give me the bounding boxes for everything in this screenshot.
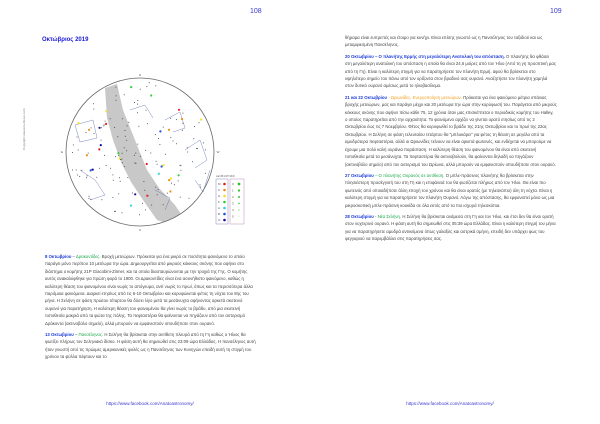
event-title: Νέα Σελήνη. [377,213,402,219]
event-date: 20 Οκτωβρίου [345,53,374,59]
page-number: 109 [550,8,562,15]
star [196,148,197,149]
legend-spectral-dot [223,219,226,222]
star [87,175,88,176]
star [124,147,125,148]
event-text: Ο μπλε-πράσινος πλανήτης θα βρίσκεται στην πλησιέστερη προσέγγισή του στη Γη και η επιφάνειά του θα φωτίζεται πλήρως από τον Ήλιο. Θα είναι πιο φωτεινός από οποιαδήποτε άλλη εποχή του χρόνου και θα είναι ορατός (με τηλεσκόπιο) όλη τη νύχτα. Είναι η καλύτερη στιγμή για να παρατηρήσετε τον πλανήτη Ουρανό. Λόγω της απόστασης, θα εμφανιστεί μόνο ως μια μικροσκοπική μπλε-πράσινη κουκίδα σε όλα εκτός από τα πιο ισχυρά τηλεσκόπια. [345,172,555,208]
event-title: Ο πλανήτης Ουρανός σε αντίθεση. [378,172,445,178]
star [200,187,201,188]
star [150,153,151,154]
legend-magnitude-label: 2 [232,195,234,199]
event-paragraph [45,331,257,361]
star [134,193,136,195]
star [146,195,148,197]
star [101,127,102,128]
star [89,198,90,199]
star [98,148,100,150]
event-paragraph [345,172,557,209]
star [135,163,136,164]
star [135,153,136,154]
star [127,177,128,178]
star [101,199,102,200]
legend-header: Lat=38 LST=18.8 [216,175,235,178]
star [130,205,132,207]
star [89,196,90,197]
star [117,152,119,154]
star [126,140,127,141]
legend-magnitude-label: 5 [232,214,234,219]
star [176,143,177,144]
star [167,193,168,194]
star [118,193,119,194]
star [145,150,146,151]
legend-spectral-label: K [218,188,221,192]
star [104,124,105,125]
star [122,118,123,119]
star [139,214,140,215]
event-date: 13 Οκτωβρίου [45,332,74,338]
events-text [345,34,557,247]
star [146,163,148,165]
constellation-line [130,105,153,118]
star [99,168,100,169]
star [86,154,88,156]
star [183,113,184,114]
page-number: 108 [250,8,262,15]
legend-spectral-dot [223,207,226,210]
star [128,122,129,123]
star [158,138,159,139]
constellation-line [80,170,105,200]
star [142,203,143,204]
legend-magnitude-dot [239,216,240,217]
event-date: 27 Οκτωβρίου [345,172,374,178]
star [130,86,132,88]
star [178,109,180,111]
star [120,159,121,160]
star [122,212,123,213]
star [163,127,164,128]
star [88,153,89,154]
star [137,144,138,145]
facebook-link[interactable]: https://www.facebook.com/Anatoastronomy/ [406,401,494,406]
legend-spectral-dot [223,195,226,198]
star [112,197,113,198]
star [124,166,125,167]
star [104,155,105,156]
star [205,173,206,174]
star [79,176,80,177]
star [98,127,100,129]
star [137,104,138,105]
star [114,127,115,128]
star [112,174,113,175]
star [170,118,171,119]
star [115,211,116,212]
separator: – [71,254,76,259]
star [157,164,158,165]
star [158,173,160,175]
star [182,123,183,124]
event-title: Ωριωνίδες. Ενεργοποίηση μετεώρων. [390,94,462,100]
legend-spectral-label: F [218,200,220,204]
star [115,87,116,88]
star [180,197,181,198]
star [187,147,188,148]
star [140,156,141,157]
direction-east: E [60,150,64,154]
star [78,122,80,124]
event-title: Πανσέληνος. [78,332,104,338]
separator: - [373,213,378,219]
event-text: Βροχή μετεώρων. Πρόκειται για ένα μικρό σε ποσότητα φαινόμενο το οποίο παράγει μόνο περίπου 10 μετέωρα την ώρα. Δημιουργείται από μικρούς κόκκους σκόνης που αφήνει στο διάστημα ο κομήτης 21P Giacobini-Zinner, και τα οποία διασταυρώνονται με την τροχιά της Γης. Ο κομήτης αυτός ανακαλύφθηκε για πρώτη φορά το 1900. Οι Δρακοντίδες είναι ένα ασυνήθιστο φαινόμενο, καθώς η καλύτερη θέαση του φαινομένου είναι νωρίς το απόγευμα, αντί νωρίς το πρωί, όπως και τα περισσότερα άλλα παρόμοια φαινόμενα. Διαρκεί ετησίως από τις 6-10 Οκτωβρίου και κορυφώνεται φέτος τη νύχτα του 8ης του μήνα. Η Σελήνη σε φάση πρώτου τέταρτου θα δύσει λίγο μετά τα μεσάνυχτα αφήνοντας αρκετά σκοτεινό ουρανό για παρατήρηση. Η καλύτερη θέαση του φαινομένου θα γίνει νωρίς το βράδυ, από μια σκοτεινή τοποθεσία μακριά από τα φώτα της πόλης. Τα πεφταστέρια θα φαίνονται να πηγάζουν από τον αστερισμό Δράκοντα (ακτινοβόλο σημείο), αλλά μπορούν να εμφανιστούν οπουδήποτε στον ουρανό. [45,254,253,326]
star [77,137,78,138]
star [147,123,148,124]
star [127,125,128,126]
star [118,155,119,156]
star [72,152,73,153]
star [125,130,126,131]
legend-magnitude-label: 0 [232,182,234,186]
separator: – [373,53,379,59]
starmap-copyright: Copyright Heavens-Above.com [22,108,26,150]
event-paragraph [345,94,557,168]
star [170,137,171,138]
star [155,85,156,86]
legend-magnitude-dot [238,203,239,204]
star [149,82,150,83]
star [81,170,82,171]
event-text: Ο πλανήτης θα φθάσει στη μεγαλύτερη ανατολική του απόσταση η οποία θα είναι 24,6 μοίρες από τον Ήλιο (Από τη γη προοπτική μας από τη Γη). Είναι η καλύτερη στιγμή για να παρατηρήσετε τον πλανήτη Ερμή, αφού θα βρίσκεται στο υψηλότερο σημείο του πάνω από τον ορίζοντα στον βραδινό σας ουρανό. Αναζητήστε τον πλανήτη χαμηλά στον δυτικό ουρανό αμέσως μετά το ηλιοβασίλεμα. [345,53,556,89]
star [199,122,200,123]
event-text: Η Σελήνη θα βρίσκεται ανάμεσα στη Γη και τον Ήλιο, και έτσι δεν θα είναι ορατή στον νυχτερινό ουρανό. Η φάση αυτή θα σημειωθεί στις 05:39 ώρα Ελλάδας. Είναι η καλύτερη στιγμή του μήνα για να παρατηρήσετε αμυδρά αντικείμενα όπως γαλαξίες και αστρικά σμήνη, επειδή δεν υπάρχει φως του φεγγαριού να παρεμβάλλει στις παρατηρήσεις σας. [345,213,556,242]
star [93,109,94,110]
star [145,209,146,210]
legend-spectral-dot [223,213,226,216]
star [124,94,125,95]
star [159,144,160,145]
star [181,118,183,120]
month-title: Οκτώβριος 2019 [42,37,89,43]
star [103,125,104,126]
star [180,170,181,171]
star [205,149,206,150]
star [157,194,158,195]
star [176,119,177,120]
star [171,183,172,184]
star [169,190,171,192]
star [119,177,120,178]
star [180,165,181,166]
event-title: Δρακοντίδες. [75,254,101,259]
star [134,162,135,163]
sky-star-map [35,70,265,240]
star [96,177,97,178]
star [116,95,117,96]
event-date: 8 Οκτωβρίου [45,254,72,259]
star [173,141,174,142]
star [138,126,139,127]
star [110,168,111,169]
star [105,110,107,112]
star [126,150,127,151]
star [170,177,172,179]
legend-spectral-label: G [218,194,221,198]
star [134,102,135,103]
star [76,170,77,171]
star [122,162,123,163]
star [193,138,194,139]
star [155,187,156,188]
separator: - [387,94,391,100]
star [86,177,87,178]
legend-spectral-label: A [218,206,221,210]
star [200,184,201,185]
star [180,165,181,166]
star [105,121,106,122]
star [159,130,161,132]
constellation-line [185,140,207,168]
legend-spectral-dot [223,183,226,186]
star [158,189,159,190]
star [156,161,157,162]
star [151,205,152,206]
star [155,134,156,135]
star [73,145,74,146]
intro-paragraph: θήραμα είναι ευπρεπές και έτοιμο για κυνήγι. Είναι επίσης γνωστό ως η Πανσέληνος του ταξιδιού και ως μεταμφιεσμένη Πανσέληνος. [345,35,543,48]
events-text [45,253,257,365]
star [106,165,107,166]
star [144,190,145,191]
legend-spectral-label: O [218,218,221,222]
legend-magnitude-dot [238,183,241,186]
star [100,144,102,146]
star [116,100,117,101]
star [90,199,91,200]
star [117,136,118,137]
legend-spectral-label: B [218,212,221,216]
star [105,123,107,125]
star [192,161,193,162]
star [78,150,79,151]
star [101,140,102,141]
legend-magnitude-dot [238,189,240,191]
direction-north: N [138,73,142,77]
star [86,132,87,133]
star [121,159,122,160]
star [165,154,166,155]
event-text: Η Σελήνη θα βρίσκεται στην αντίθετη πλευρά από τη Γη καθώς ο Ήλιος θα φωτίζει πλήρως τον Σεληνιακό δίσκο. Η φάση αυτή θα σημειωθεί στις 23:09 ώρα Ελλάδας. Η πανσέληνος αυτή ήταν γνωστή από τις πρώιμες αμερικανικές φυλές ως η Πανσέληνος των Κυνηγών επειδή αυτή τη στιγμή του χρόνου τα φύλλα πέφτουν και το [45,332,256,360]
direction-south: S [138,228,142,232]
event-date: 21 και 22 Οκτωβρίου [345,94,387,100]
star [168,129,170,131]
legend-magnitude-label: 4 [232,208,234,212]
star [146,110,147,111]
star [92,169,94,171]
star [90,169,92,171]
separator: – [373,172,379,178]
star [143,181,144,182]
direction-west: W [216,150,220,154]
separator: – [73,332,79,338]
legend-magnitude-label: 3 [232,201,234,206]
legend-spectral-dot [223,189,226,192]
star [72,170,73,171]
star [134,155,135,156]
event-paragraph [45,253,257,327]
star [197,148,198,149]
star [115,156,116,157]
star [93,103,94,104]
legend-spectral-dot [223,201,226,204]
star [162,164,164,166]
star [114,211,115,212]
star [146,86,147,87]
star [91,127,92,128]
right-page [300,0,600,424]
star [163,204,164,205]
star [174,184,175,185]
star [168,179,170,181]
event-text: Πρόκειται για ένα φαινόμενο μέτρια σπάνιας βροχής μετεώρων, μας και παράγει μέχρι και 20 μετέωρα την ώρα στην κορύφωσή του. Παράγεται από μικρούς κόκκους σκόνης που αφήνει πίσω κάθε 75, 12 χρόνια όταν μας επισκέπτεται ο περιοδικός κομήτης του Halley, ο οποίος παρατηρείται από την αρχαιότητα. Το φαινόμενο αρχίζει να γίνεται ορατό ετησίως από τις 2 Οκτωβρίου έως τις 7 Νοεμβρίου. Φέτος θα κορυφωθεί το βράδυ της 21ης Οκτωβρίου και το πρωί της 22ας Οκτωβρίου. Η Σελήνη σε φάση τελευταίου τετάρτου θα "μπλοκάρει" για φέτος τη θέαση σε μεγάλο από τα αμυδρότερα πεφταστέρια, αλλά οι Ωριωνίδες τείνουν να είναι αρκετά φωτεινές, και ενδέχεται να μπορούμε να έχουμε μια πολύ καλή ουράνια παράσταση. Η καλύτερη θέαση του φαινομένου θα είναι από σκοτεινή τοποθεσία μετά τα μεσάνυχτα. Τα πεφταστέρια θα ακτινοβολούν, θα φαίνονται δηλαδή να πηγάζουν (ακτινοβόλο σημείο) από τον αστερισμό του Ωρίωνα, αλλά μπορούν να εμφανιστούν οπουδήποτε στον ουρανό. [345,94,557,167]
event-title: Ο πλανήτης Ερμής στη μεγαλύτερη Ανατολική του απόσταση. [378,53,505,59]
star [110,118,111,119]
star [77,175,78,176]
legend-magnitude-dot [238,209,239,210]
event-paragraph [345,213,557,243]
star [125,136,126,137]
event-paragraph [345,53,557,90]
horizon-circle [66,78,214,226]
constellation-line [165,112,185,132]
star [137,100,138,101]
star [140,89,141,90]
star [120,181,121,182]
star [178,180,179,181]
star [182,130,183,131]
star [189,198,190,199]
star [122,153,123,154]
star [132,193,133,194]
star [161,165,163,167]
star [203,142,204,143]
star [88,129,90,131]
star [94,133,95,134]
legend-spectral-label: M [218,182,221,186]
star [137,112,138,113]
star [113,180,114,181]
legend-magnitude-dot [238,196,240,198]
star [187,152,188,153]
star [178,174,180,176]
facebook-link[interactable]: https://www.facebook.com/Anatoastronomy/ [106,401,194,406]
event-date: 28 Οκτωβρίου [345,213,374,219]
star [150,94,152,96]
star [194,126,195,127]
legend-magnitude-label: 1 [232,188,234,193]
star [200,119,202,121]
